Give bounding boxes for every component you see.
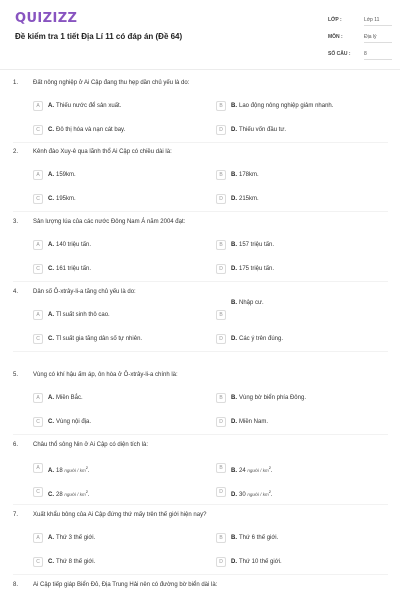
answer-option-d[interactable] [216, 332, 386, 346]
option-value: 157 triệu tấn. [239, 242, 275, 248]
meta-value: 8 [364, 48, 392, 60]
option-letter-box: D [216, 125, 226, 135]
option-value: Vùng nội địa. [56, 419, 92, 425]
option-unit-exponent: 2 [268, 489, 271, 494]
option-letter-box: B [216, 101, 226, 111]
option-value: Đô thị hóa và nạn cát bay. [56, 127, 126, 133]
answer-option-c[interactable] [33, 262, 203, 276]
option-value: 159km. [56, 172, 76, 178]
question-number: 4. [13, 289, 19, 295]
option-value: Vùng bờ biển phía Đông. [239, 395, 306, 401]
option-letter-box: C [33, 334, 43, 344]
option-value: 24 [239, 468, 246, 474]
answer-option-a[interactable] [33, 238, 203, 252]
option-text [48, 489, 90, 498]
meta-value: Lớp 11 [364, 14, 392, 26]
option-text [231, 300, 264, 306]
option-letter-box: B [216, 393, 226, 403]
question-number: 3. [13, 219, 19, 225]
question-divider [13, 504, 388, 505]
question-text: Sản lượng lúa của các nước Đông Nam Á năm 2004 đạt: [33, 219, 186, 225]
option-text [231, 336, 283, 342]
option-prefix: D. [231, 127, 237, 133]
answer-option-d[interactable] [216, 123, 386, 137]
option-letter-box: D [216, 264, 226, 274]
option-letter-box: B [216, 533, 226, 543]
option-letter-box: B [216, 170, 226, 180]
option-text [48, 395, 83, 401]
option-text [231, 559, 282, 565]
option-prefix: C. [48, 196, 54, 202]
option-value: Miền Nam. [239, 419, 269, 425]
option-prefix: D. [231, 492, 237, 498]
option-text [231, 535, 278, 541]
option-text [48, 465, 90, 474]
answer-option-b[interactable] [216, 461, 386, 475]
option-value: 30 [239, 492, 246, 498]
option-text [231, 196, 259, 202]
option-value: Các ý trên đúng. [239, 336, 284, 342]
meta-row-class [328, 14, 392, 31]
option-text [231, 395, 306, 401]
option-letter-box: A [33, 310, 43, 320]
option-text [48, 172, 76, 178]
option-letter-box: D [216, 334, 226, 344]
question-divider [13, 434, 388, 435]
option-unit-exponent: 2 [268, 465, 271, 470]
question-divider [13, 351, 388, 352]
question-divider [13, 211, 388, 212]
option-value: Thứ 6 thế giới. [239, 535, 279, 541]
question-text: Châu thổ sông Nin ở Ai Cập có diện tích là: [33, 442, 149, 448]
quizizz-logo: QUIZIZZ [15, 11, 78, 26]
option-prefix: B. [231, 535, 237, 541]
worksheet-header [0, 0, 400, 70]
option-prefix: B. [231, 395, 237, 401]
option-value: Tỉ suất gia tăng dân số tự nhiên. [56, 336, 143, 342]
answer-option-b[interactable] [216, 168, 386, 182]
option-unit: người / km [247, 468, 269, 473]
option-letter-box: A [33, 393, 43, 403]
option-value: 215km. [239, 196, 259, 202]
question-divider [13, 574, 388, 575]
option-text [231, 266, 274, 272]
option-text [231, 419, 268, 425]
question-text: Vùng có khí hậu ấm áp, ôn hòa ở Ô-xtrây-li-a chính là: [33, 372, 178, 378]
answer-option-c[interactable] [33, 555, 203, 569]
option-value: Lao động nông nghiệp giảm nhanh. [239, 103, 334, 109]
option-value: Thứ 3 thế giới. [56, 535, 96, 541]
question-divider [13, 281, 388, 282]
option-letter-box: C [33, 264, 43, 274]
option-prefix: D. [231, 196, 237, 202]
option-value: 28 [56, 492, 63, 498]
answer-option-c[interactable] [33, 415, 203, 429]
option-prefix: A. [48, 312, 54, 318]
option-prefix: C. [48, 559, 54, 565]
option-end: . [87, 468, 90, 474]
option-value: Miền Bắc. [56, 395, 83, 401]
option-prefix: C. [48, 419, 54, 425]
answer-option-c[interactable] [33, 485, 203, 499]
option-prefix: C. [48, 266, 54, 272]
question-divider [13, 142, 388, 143]
option-prefix: A. [48, 468, 54, 474]
option-letter-box: B [216, 310, 226, 320]
option-letter-box: A [33, 240, 43, 250]
question-text: Kênh đào Xuy-ê qua lãnh thổ Ai Cập có chiều dài là: [33, 149, 172, 155]
meta-row-subject [328, 31, 392, 48]
option-text [48, 266, 91, 272]
question-number: 5. [13, 372, 19, 378]
option-letter-box: A [33, 533, 43, 543]
option-text [48, 103, 121, 109]
option-text [231, 103, 333, 109]
option-value: Nhập cư. [239, 300, 264, 306]
meta-label: SỐ CÂU : [328, 51, 351, 57]
question-text: Dân số Ô-xtrây-li-a tăng chủ yếu là do: [33, 289, 136, 295]
answer-option-b[interactable] [216, 238, 386, 252]
option-text [48, 559, 95, 565]
option-letter-box: C [33, 557, 43, 567]
answer-option-d[interactable] [216, 415, 386, 429]
option-unit: người / km [64, 468, 86, 473]
option-unit: người / km [247, 492, 269, 497]
option-value: 161 triệu tấn. [56, 266, 92, 272]
answer-option-b[interactable] [216, 300, 386, 322]
option-prefix: B. [231, 172, 237, 178]
answer-option-a[interactable] [33, 308, 203, 322]
option-letter-box: B [216, 463, 226, 473]
answer-option-a[interactable] [33, 168, 203, 182]
option-prefix: A. [48, 242, 54, 248]
option-text [48, 535, 95, 541]
meta-label: LỚP : [328, 17, 342, 23]
option-prefix: D. [231, 266, 237, 272]
answer-option-b[interactable] [216, 391, 386, 405]
option-prefix: D. [231, 336, 237, 342]
option-letter-box: C [33, 194, 43, 204]
option-end: . [270, 492, 273, 498]
option-unit-exponent: 2 [85, 465, 88, 470]
answer-option-c[interactable] [33, 192, 203, 206]
option-prefix: C. [48, 127, 54, 133]
option-value: 178km. [239, 172, 259, 178]
option-prefix: B. [231, 468, 237, 474]
answer-option-b[interactable] [216, 531, 386, 545]
option-value: 195km. [56, 196, 76, 202]
option-text [48, 242, 91, 248]
option-letter-box: A [33, 170, 43, 180]
meta-row-count [328, 48, 392, 65]
option-text [231, 465, 273, 474]
option-prefix: A. [48, 103, 54, 109]
option-prefix: A. [48, 172, 54, 178]
option-prefix: B. [231, 242, 237, 248]
option-end: . [270, 468, 273, 474]
option-prefix: A. [48, 395, 54, 401]
option-text [231, 172, 259, 178]
option-value: Tỉ suất sinh thô cao. [56, 312, 110, 318]
option-text [231, 489, 273, 498]
option-prefix: D. [231, 559, 237, 565]
question-number: 1. [13, 80, 19, 86]
answer-option-d[interactable] [216, 262, 386, 276]
option-prefix: B. [231, 300, 237, 306]
question-number: 2. [13, 149, 19, 155]
option-text [48, 419, 91, 425]
answer-option-a[interactable] [33, 461, 203, 475]
option-value: 140 triệu tấn. [56, 242, 92, 248]
question-text: Ai Cập tiếp giáp Biển Đỏ, Địa Trung Hải nên có đường bờ biển dài là: [33, 582, 218, 588]
answer-option-a[interactable] [33, 99, 203, 113]
answer-option-c[interactable] [33, 123, 203, 137]
answer-option-d[interactable] [216, 555, 386, 569]
question-number: 7. [13, 512, 19, 518]
option-prefix: B. [231, 103, 237, 109]
option-letter-box: D [216, 417, 226, 427]
option-letter-box: C [33, 487, 43, 497]
option-letter-box: C [33, 417, 43, 427]
option-prefix: D. [231, 419, 237, 425]
answer-option-b[interactable] [216, 99, 386, 113]
option-text [48, 312, 110, 318]
meta-value: Địa lý [364, 31, 392, 43]
option-prefix: A. [48, 535, 54, 541]
option-text [231, 127, 286, 133]
meta-label: MÔN : [328, 34, 343, 40]
option-letter-box: D [216, 194, 226, 204]
option-value: Thứ 10 thế giới. [239, 559, 282, 565]
option-unit-exponent: 2 [85, 489, 88, 494]
option-text [48, 196, 76, 202]
option-letter-box: D [216, 487, 226, 497]
answer-option-d[interactable] [216, 192, 386, 206]
option-value: 18 [56, 468, 63, 474]
option-letter-box: A [33, 101, 43, 111]
answer-option-a[interactable] [33, 531, 203, 545]
option-letter-box: D [216, 557, 226, 567]
page-title: Đề kiểm tra 1 tiết Địa Lí 11 có đáp án (Đề 64) [15, 32, 183, 41]
option-text [48, 336, 142, 342]
option-value: Thiếu nước để sản xuất. [56, 103, 122, 109]
question-text: Xuất khẩu bông của Ai Cập đứng thứ mấy trên thế giới hiện nay? [33, 512, 207, 518]
option-text [48, 127, 125, 133]
option-value: Thiếu vốn đầu tư. [239, 127, 287, 133]
worksheet-meta [328, 14, 392, 65]
question-number: 6. [13, 442, 19, 448]
option-letter-box: B [216, 240, 226, 250]
question-text: Đất nông nghiệp ở Ai Cập đang thu hẹp dần chủ yếu là do: [33, 80, 190, 86]
option-value: Thứ 8 thế giới. [56, 559, 96, 565]
option-prefix: C. [48, 336, 54, 342]
option-text [231, 242, 274, 248]
option-end: . [87, 492, 90, 498]
answer-option-c[interactable] [33, 332, 203, 346]
question-number: 8. [13, 582, 19, 588]
option-letter-box: A [33, 463, 43, 473]
answer-option-d[interactable] [216, 485, 386, 499]
option-prefix: C. [48, 492, 54, 498]
option-letter-box: C [33, 125, 43, 135]
option-value: 175 triệu tấn. [239, 266, 275, 272]
option-unit: người / km [64, 492, 86, 497]
answer-option-a[interactable] [33, 391, 203, 405]
